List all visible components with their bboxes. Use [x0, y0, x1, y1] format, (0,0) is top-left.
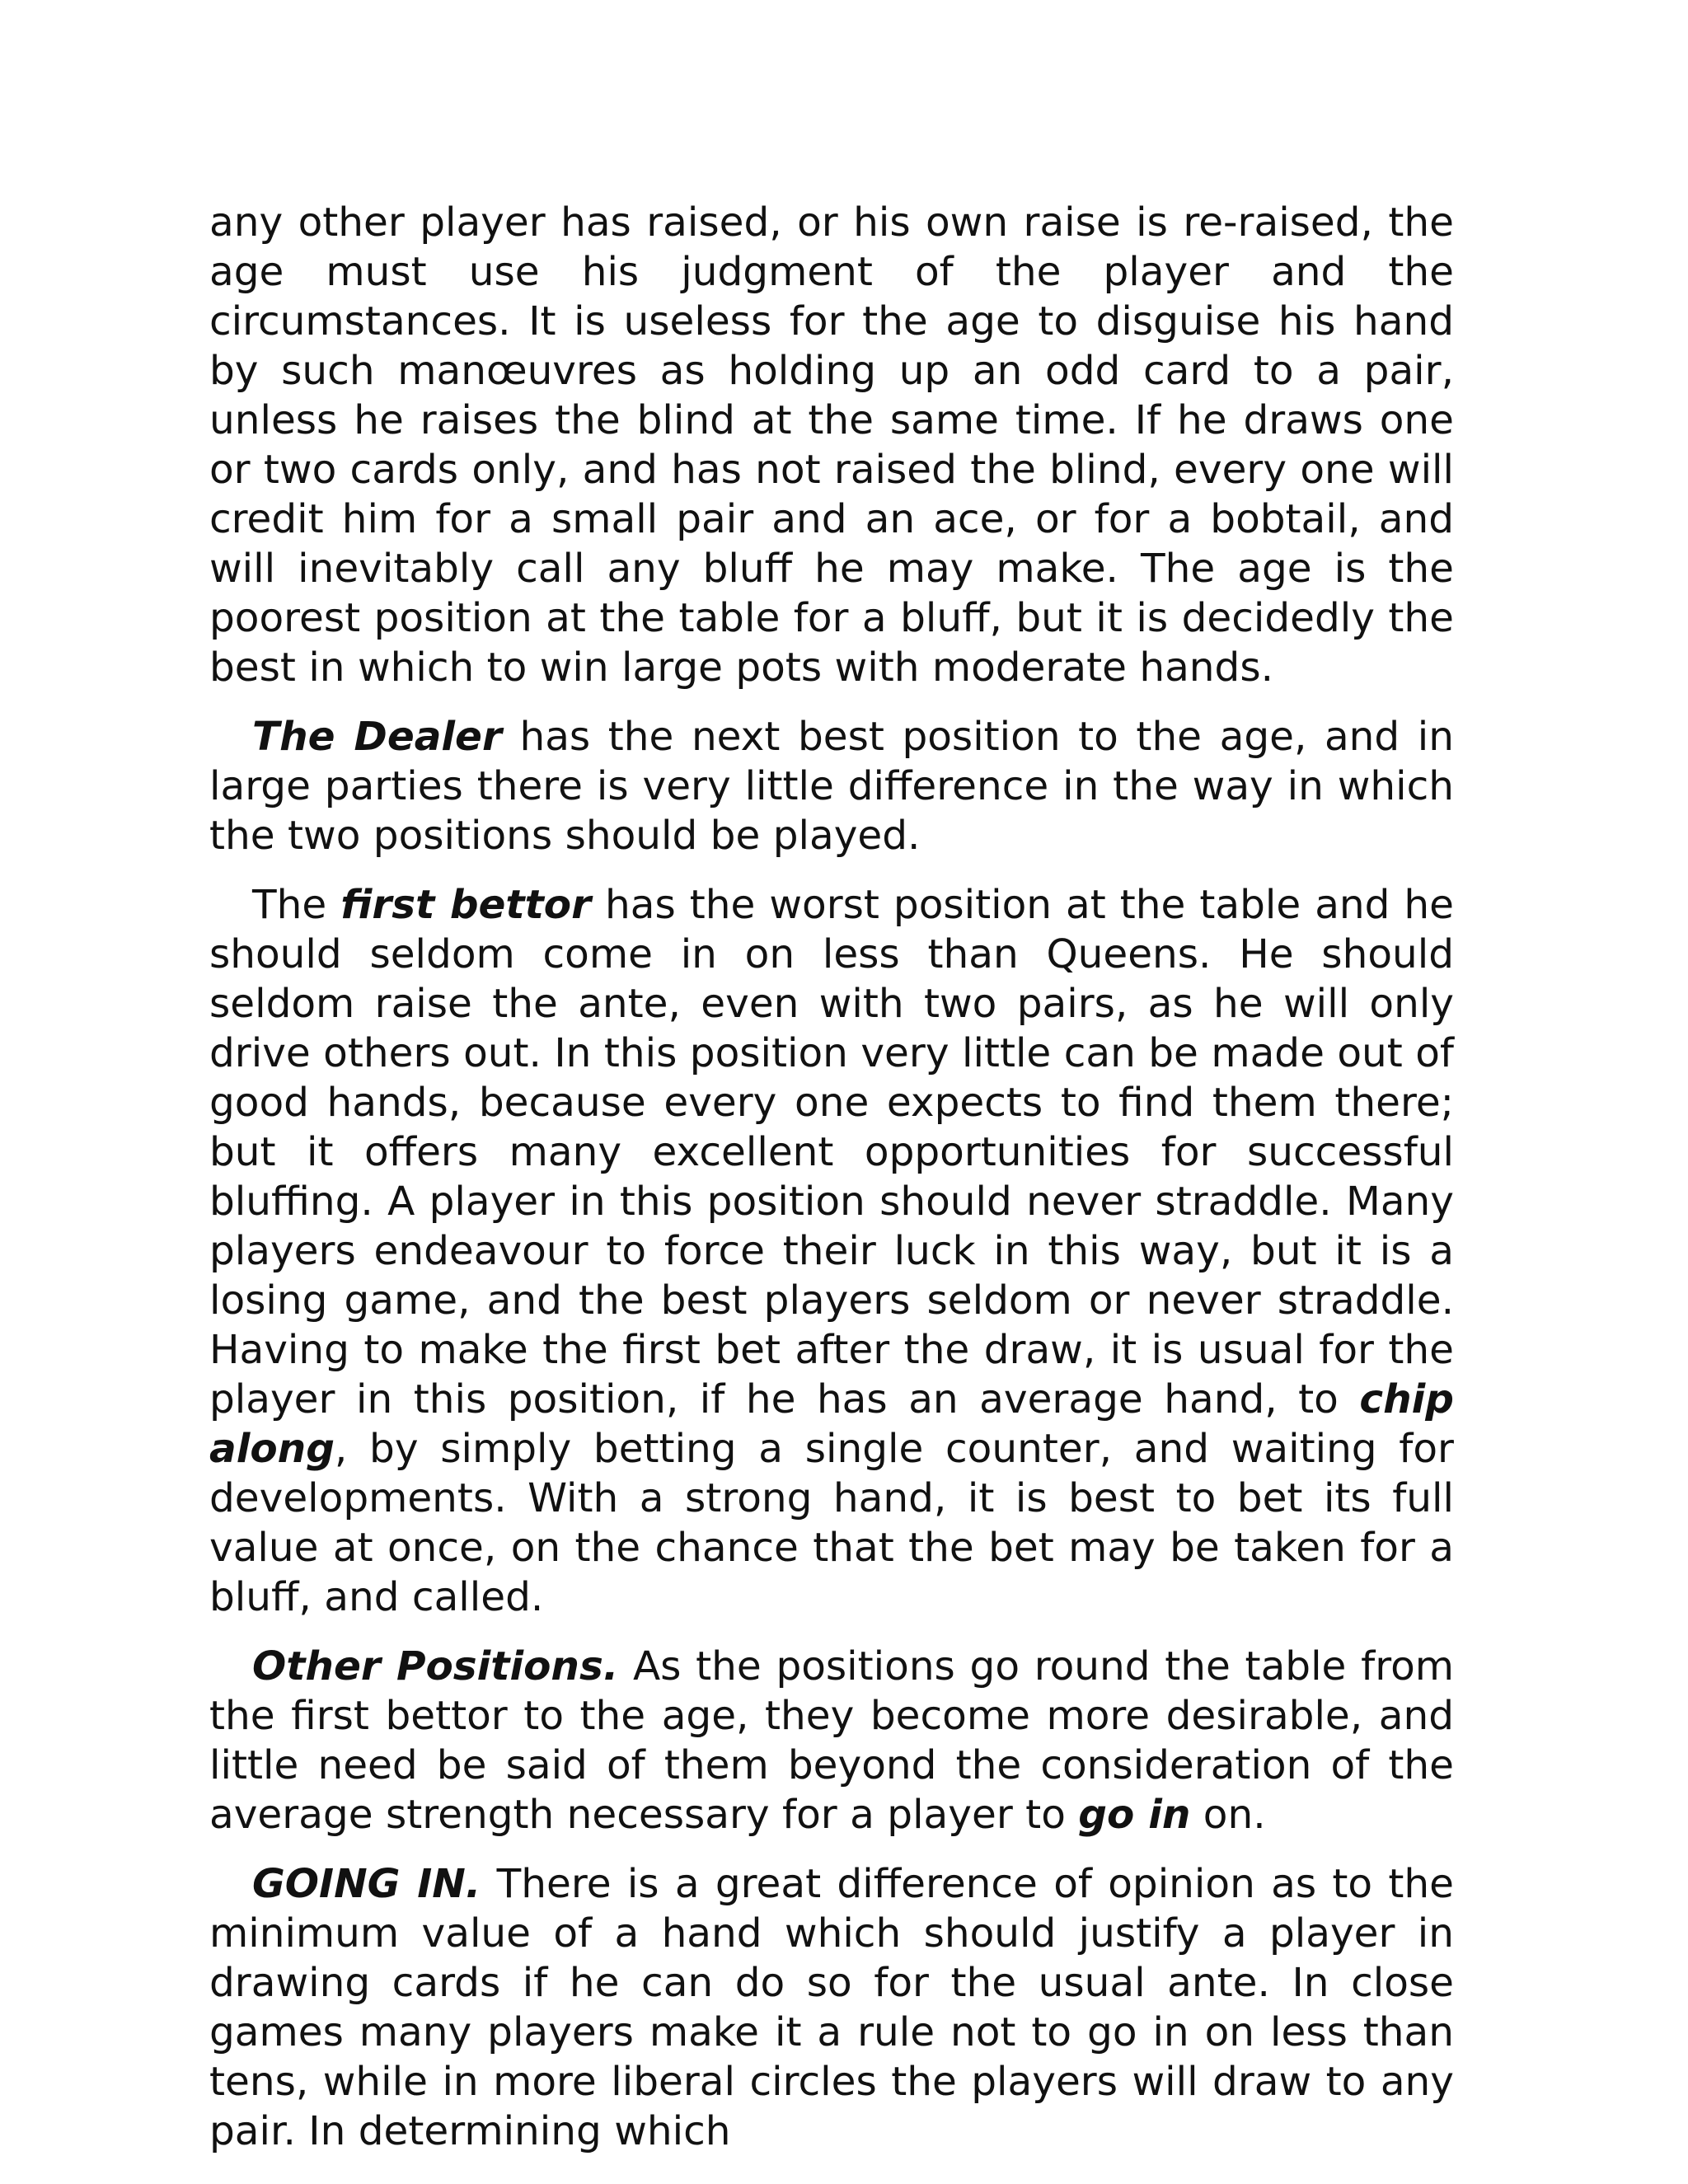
paragraph-dealer [209, 712, 1454, 860]
paragraph-going-in [209, 1859, 1454, 2156]
paragraph-text: As the positions go round the table from the first bettor to the age, they become more desirable, and little need be said of them beyond the consideration of the average strength necessary for a player to [209, 1643, 1454, 1838]
paragraph-age-strategy [209, 198, 1454, 692]
paragraph-text: The [252, 882, 341, 928]
paragraph-text: on. [1190, 1792, 1266, 1838]
paragraph-text: has the worst position at the table and he should seldom come in on less than Queens. He should seldom raise the ante, even with two pairs, as he will only drive others out. In this position very little can be made out of good hands, because every one expects to find them there; but it offers many excellent opportunities for successful bluffing. A player in this position should never straddle. Many players endeavour to force their luck in this way, but it is a losing game, and the best players seldom or never straddle. Having to make the first bet after the draw, it is usual for the player in this position, if he has an average hand, to [209, 882, 1455, 1422]
paragraph-first-bettor [209, 880, 1454, 1622]
term-chip-along: chip along [209, 1376, 1454, 1472]
term-first-bettor: first bettor [340, 882, 592, 928]
term-other-positions: Other Positions. [252, 1643, 619, 1690]
paragraph-text: has the next best position to the age, and in large parties there is very little difference in the way in which the two positions should be played. [209, 714, 1454, 859]
paragraph-other-positions [209, 1642, 1454, 1840]
term-going-in: GOING IN. [252, 1861, 481, 1907]
paragraph-text: There is a great difference of opinion as to the minimum value of a hand which should justify a player in drawing cards if he can do so for the usual ante. In close games many players make it a rule not to go in on less than tens, while in more liberal circles the players will draw to any pair. In determining which [209, 1861, 1454, 2154]
term-go-in: go in [1078, 1792, 1191, 1838]
paragraph-text: , by simply betting a single counter, and waiting for developments. With a strong hand, it is best to bet its full value at once, on the chance that the bet may be taken for a bluff, and called. [209, 1426, 1454, 1620]
page-body [209, 198, 1454, 2176]
term-the-dealer: The Dealer [252, 714, 502, 760]
paragraph-text: any other player has raised, or his own raise is re-raised, the age must use his judgment of the player and the circumstances. It is useless for the age to disguise his hand by such manœuvres as holding up an odd card to a pair, unless he raises the blind at the same time. If he draws one or two cards only, and has not raised the blind, every one will credit him for a small pair and an ace, or for a bobtail, and will inevitably call any bluff he may make. The age is the poorest position at the table for a bluff, but it is decidedly the best in which to win large pots with moderate hands. [209, 199, 1454, 691]
